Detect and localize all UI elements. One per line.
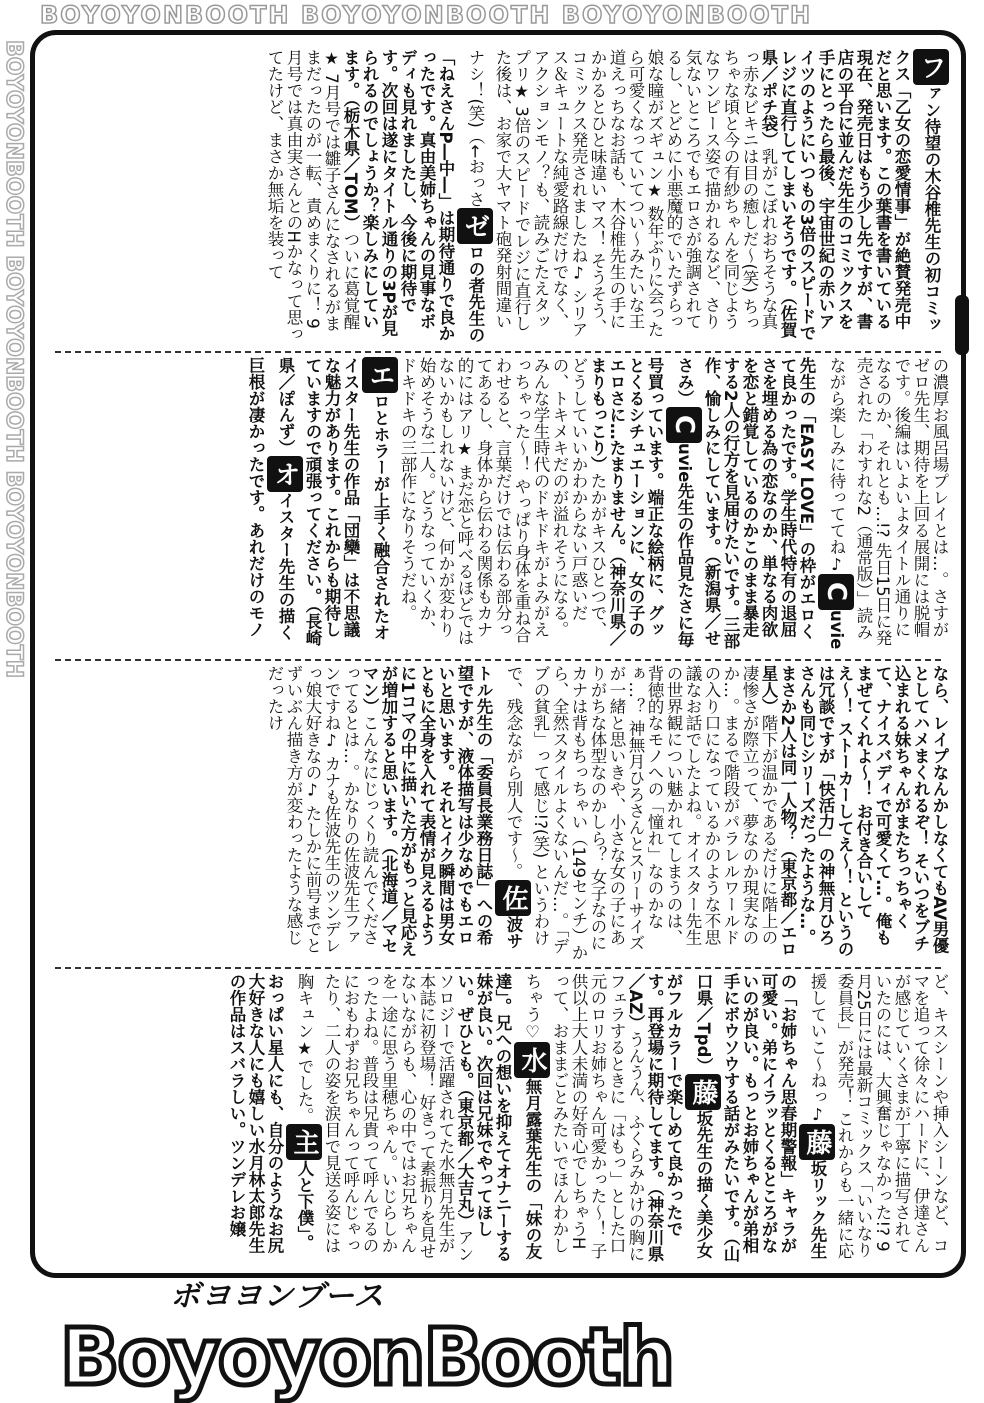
logo-main: BoyoyonBooth [60, 1313, 673, 1403]
editor-reply: アンソロジーで活躍されてた水無月先生が本誌に初登場！ 好きって素振りを見せないながらも、心の中ではお兄ちゃんを一途に思う里穂ちゃん。いじらしかったよね。普段は兄貴って呼んでるのにおもわずお兄ちゃんって呼んじゃったり、二人の姿を涙目で見送る姿には胸キュン★でした。 [295, 973, 474, 1262]
letter-text: 無月露葉先生の「妹の友達」。兄への想いを抑えてオナニーする妹が良い。次回は兄妹でやってほしい。ぜひとも。 [455, 973, 542, 1262]
letter-initial-badge: 藤 [799, 1124, 835, 1160]
letter-initial-badge: C [666, 407, 702, 443]
letter-text: 人と下僕」。おっぱい星人にも、自分のようなお尻大好きな人にも嬉しい水月林太郎先生の作品はスバラしい。ツンデレお嬢 [227, 973, 314, 1254]
letter-signature: （神奈川県／まりもっこり） [588, 357, 626, 646]
editor-reply: ついに葛覚醒★ 7月号では雛子さんになされるがままだったのが一転、責めまくりに！ 9月号では真由実さんとのHかなって思ってたけど、まさか無垢を装って [265, 49, 360, 342]
page-tab [955, 295, 969, 355]
editor-reply: 階下が温かであるだけに階上の凄惨さが際立って、夢なのか現実なのか…。まるで階段がパラレルワールドの入り口になっているかのような不思議なお話でしたよね。オイスター先生の世界観につい魅かれてしまうのは、背徳的なモノへの「憧れ」なのかなぁ…？ 神無月ひろさんとスリーサイズが一緒と思いきや、小さな女の子にありがちな体型なのかしら？ 女子なのにカナは背もちっちゃい（149センチ）から、全然スタイルよくないんだ…。「デブの貧乳」って感じ!?(笑) というわけで、残念ながら別人です〜。 [504, 665, 778, 961]
reader-letter [675, 357, 851, 650]
letter-signature: （山口県／Tpd） [694, 973, 740, 1262]
editor-reply: 乳がこぼれおちそうな真っ赤なビキニは目の癒しだ〜(笑) ちっちゃな頃と今の有紗ちゃんを同じようなワンピース姿で描かれるなど、さり気ないところでもエロさが強調されてるし、とどめに小悪魔的でいたずらっ娘な瞳がズギュン★ 数年ぶりに会ったら可愛くなっていてつい〜みたいな王道えっちなお話も、木谷椎先生の手にかかるとひと味違いマス！ そうそう、コミックス発売されましたね♪ シリアス＆キュートな純愛路線だけでなく、アクションモノ？も、読みごたえタップリ★ 3倍のスピードでレジに直行した後は、お家で大ヤマト砲発射間違いナシ！(笑)（←おっさ [466, 49, 778, 338]
editor-reply: こんなにじっくり読んでくださってるとは…。かなりの佐波先生ファンですね♪ カナも佐波先生のツンデレっ娘大好きなの♪ たしかに前号までとずいぶん描き方が変わったような感じだったけ [265, 665, 379, 954]
letter-initial-badge: C [818, 574, 854, 610]
letter-text: ロの者先生の「ねえさんP―中―」は期待通りで良かったです。真由美姉ちゃんの見事なボディも見れましたし、今後に期待です。次回は遂にタイトル通りの3Pが見られるのでしょうか？楽しみにしています。 [341, 49, 485, 343]
letter-initial-badge: エ [362, 357, 398, 393]
letter-initial-badge: 主 [286, 1124, 322, 1160]
letters-frame [30, 30, 966, 1278]
letter-text: 坂リック先生の「お姉ちゃん思春期警報」キャラが可愛い。弟にイラッとくるところがないのが良い。もっとお姉ちゃんが弟相手にボウソウする話がみたいです。 [721, 973, 827, 1259]
letter-initial-badge: 佐 [495, 880, 531, 916]
header-watermark: BOYOYONBOOTH BOYOYONBOOTH BOYOYONBOOTH [40, 1, 813, 29]
letter-initial-badge: ゼ [457, 208, 493, 244]
letter-text: uvie先生の「EASY LOVE」の枠がエロくて良かったです。学生時代特有の退屈さを埋める為の恋なのか、単なる肉欲を恋と錯覚しているのかこのまま暴走する2人の行方を見届けたいです。三部作、愉しみにしています。 [702, 357, 846, 650]
reader-letter [504, 665, 949, 961]
letters-row [45, 973, 949, 1265]
dashed-divider [55, 659, 941, 661]
editor-reply: うんうん、ふくらみかけの胸にフェラするときに「はもっ」とした口元のロリお姉ちゃん可愛かった〜！ 子供以上大人未満の好奇心でしちゃうHって、おままごとみたいでほんわかしちゃう♡ [523, 973, 645, 1262]
letter-signature: （北海道／マセマン） [360, 665, 398, 954]
letter-signature: （東京都／大吉丸） [455, 1088, 474, 1229]
letters-row [45, 357, 949, 653]
reader-letter [265, 665, 528, 957]
letters-row [45, 665, 949, 961]
editor-reply: ど、キスシーンや挿入シーンなど、コマを追って徐々にハードに、伊達さんが感じていくさまが丁寧に描写されていたのには、大興奮じゃなかった!? 9月25日には最新コミックス「いいなり委員長」が発売！ これからも一緒に応援していこ〜ねっ♪ [808, 973, 949, 1259]
letter-text: uvie先生の作品見たさに毎号買っています。端正な絵柄に、グッとくるシチュエーションに、女の子のエロさに…たまりません。 [607, 357, 694, 647]
letter-signature: （栃木県／TOM） [341, 98, 360, 231]
letter-text: イスター先生の描く巨根が凄かったです。あれだけのモノ [246, 357, 295, 641]
letter-signature: （東京都／エロ星人） [759, 665, 797, 957]
editor-reply: たかがキスひとつで、どうしていいかわからない戸惑いだの、トキメキだのが溢れそうになる。みんな学生時代のドキドキがよみがえっちゃった〜！ やっぱり身体を重ね合わせると、言葉だけでは伝わる部分ってあるし、身体から伝わる関係もカナ的にはアリ★ まだ恋と呼べるほどではないかもしれないけど、何かが変わり始めそうな二人。どうなっていくか、ドキドキの三部作になりそうだね。 [398, 357, 607, 646]
letter-text: ァン待望の木谷椎先生の初コミックス「乙女の恋愛情事」が絶賛発売中だと思います。この葉書を書いている現在、発売日はもう少し先ですが、書店の平台に並んだ先生のコミックスを手にとったら最後、宇宙世紀の赤いアイツのようにいつもの3倍のスピードでレジに直行してしまいそうです。 [778, 49, 941, 341]
letter-text: なら、レイプなんかしなくてもAV男優としてハメまくれるぞ！ そいつをブチ込まれる妹ちゃんがまたちっちゃくて、ナイスバディで可愛くて…。俺もまぜてくれよ〜！ お付き合いしてえ〜！ ストーカーしてえ〜！ というのは冗談ですが「快活力」の神無月ひろさんも同じシリーズだったような…。まさか2人は同一人物？ [778, 665, 949, 957]
letter-signature: （新潟県／せさみ） [675, 357, 721, 646]
editor-reply: の濃厚お風呂場プレイとは…。さすがゼロ先生、期待を上回る展開には脱帽です。後編はいよいよタイトル通りになるのか、それとも…!? 先日15日に発売された「わすれな2（通常版）」読みながら楽しみに待っててね♪ [827, 357, 949, 647]
boyoyon-booth-logo [60, 1279, 673, 1403]
dashed-divider [55, 351, 941, 353]
letter-initial-badge: フ [913, 49, 949, 85]
letter-initial-badge: 藤 [685, 1074, 721, 1110]
reader-letter [295, 973, 547, 1262]
reader-letter [466, 49, 946, 341]
reader-letter [808, 973, 949, 1259]
letter-signature: （長崎県／ぽんず） [276, 357, 322, 646]
reader-letter [265, 49, 490, 343]
dashed-divider [55, 967, 941, 969]
side-watermark: BOYOYONBOOTH BOYOYONBOOTH BOYOYONBOOTH [1, 40, 26, 679]
letters-row [45, 49, 949, 345]
letter-signature: （佐賀県／ポチ袋） [759, 49, 797, 338]
letter-text: 波サトル先生の「委員長業務日誌」への希望ですが、液体描写は少なめでもエロいと思います。それとイク瞬間は男女ともに全身を入れて表情が見えるように1コマの中に描いた方がもっと見応えが増加すると思います。 [379, 665, 523, 957]
logo-kana: ボヨヨンブース [170, 1279, 385, 1314]
letter-signature: （神奈川県／AZ） [626, 973, 664, 1262]
letter-initial-badge: オ [267, 456, 303, 492]
letter-text: ロとホラーが上手く融合されたオイスター先生の作品「団欒」は不思議な魅力があります。これからも期待していますので頑張ってください。 [303, 357, 390, 641]
letter-initial-badge: 水 [514, 1042, 550, 1078]
letter-text: 坂先生の描く美少女がフルカラーで楽しめて良かったです。再登場に期待してます。 [645, 973, 713, 1259]
